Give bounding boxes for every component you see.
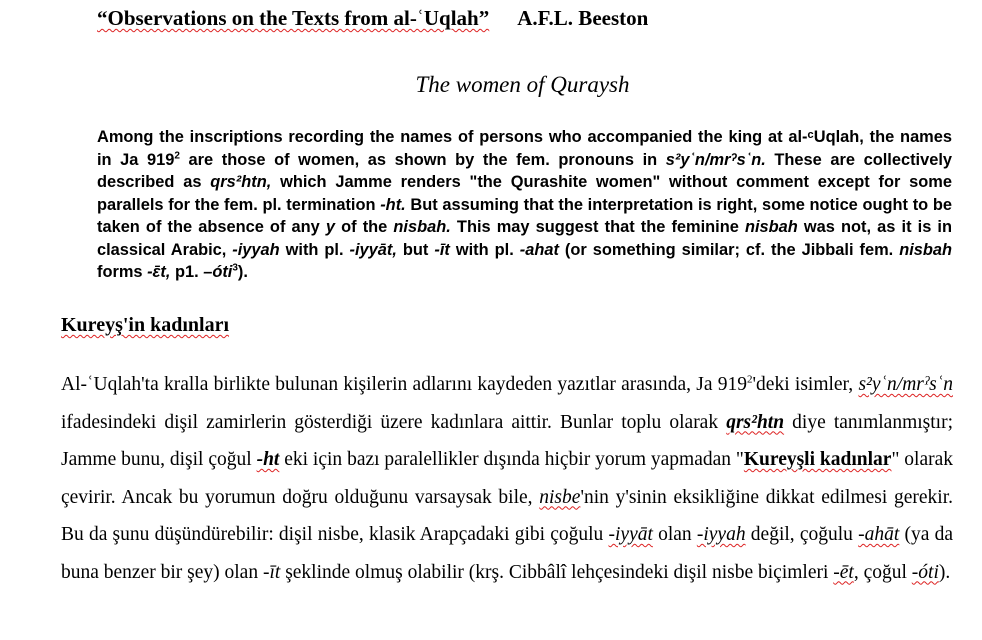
english-paragraph: Among the inscriptions recording the names of persons who accompanied the king at al-ᶜUqlah, the names in Ja $919^2$ are those of women, as shown by the fem. pronouns in s²yʿn/mrˀsʿn. These are collectively described as qrs²htn, which Jamme renders "the Qurashite women" without comment except for some parallels for the fem. pl. termination -ht. But assuming that the interpretation is right, some notice ought to be taken of the absence of any y of the nisbah. This may suggest that the feminine nisbah was not, as it is in classical Arabic, -iyyah with pl. -iyyāt, but -īt with pl. -ahat (or something similar; cf. the Jibbali fem. nisbah forms -ɛ̄t, p1. –óti$^3$). — [97, 128, 953, 281]
paper-title: “Observations on the Texts from al-ʿUqlah” — [97, 6, 490, 30]
turkish-section-title: Kureyş'in kadınları — [61, 314, 230, 336]
page-header — [97, 6, 648, 31]
english-section-title: The women of Quraysh — [415, 72, 630, 97]
turkish-paragraph: Al-ʿUqlah'ta kralla birlikte bulunan kişilerin adlarını kaydeden yazıtlar arasında, Ja $919^2'deki$ isimler, s²yʿn/mrˀsʿn ifadesindeki dişil zamirlerin gösterdiği üzere kadınlara aittir. Bunlar toplu olarak qrs²htn diye tanımlanmıştır; Jamme bunu, dişil çoğul -ht eki için bazı paralellikler dışında hiçbir yorum yapmadan "Kureyşli kadınlar" olarak çevirir. Ancak bu yorumun doğru olduğunu varsaysak bile, nisbe'nin y'sinin eksikliğine dikkat edilmesi gerekir. Bu da şunu düşündürebilir: dişil nisbe, klasik Arapçadaki gibi çoğulu -iyyāt olan -iyyah değil, çoğulu -ahāt (ya da buna benzer bir şey) olan -īt şeklinde olmuş olabilir (krş. Cibbâlî lehçesindeki dişil nisbe biçimleri -ēt, çoğul -óti). — [61, 373, 954, 583]
paper-author: A.F.L. Beeston — [517, 6, 649, 30]
